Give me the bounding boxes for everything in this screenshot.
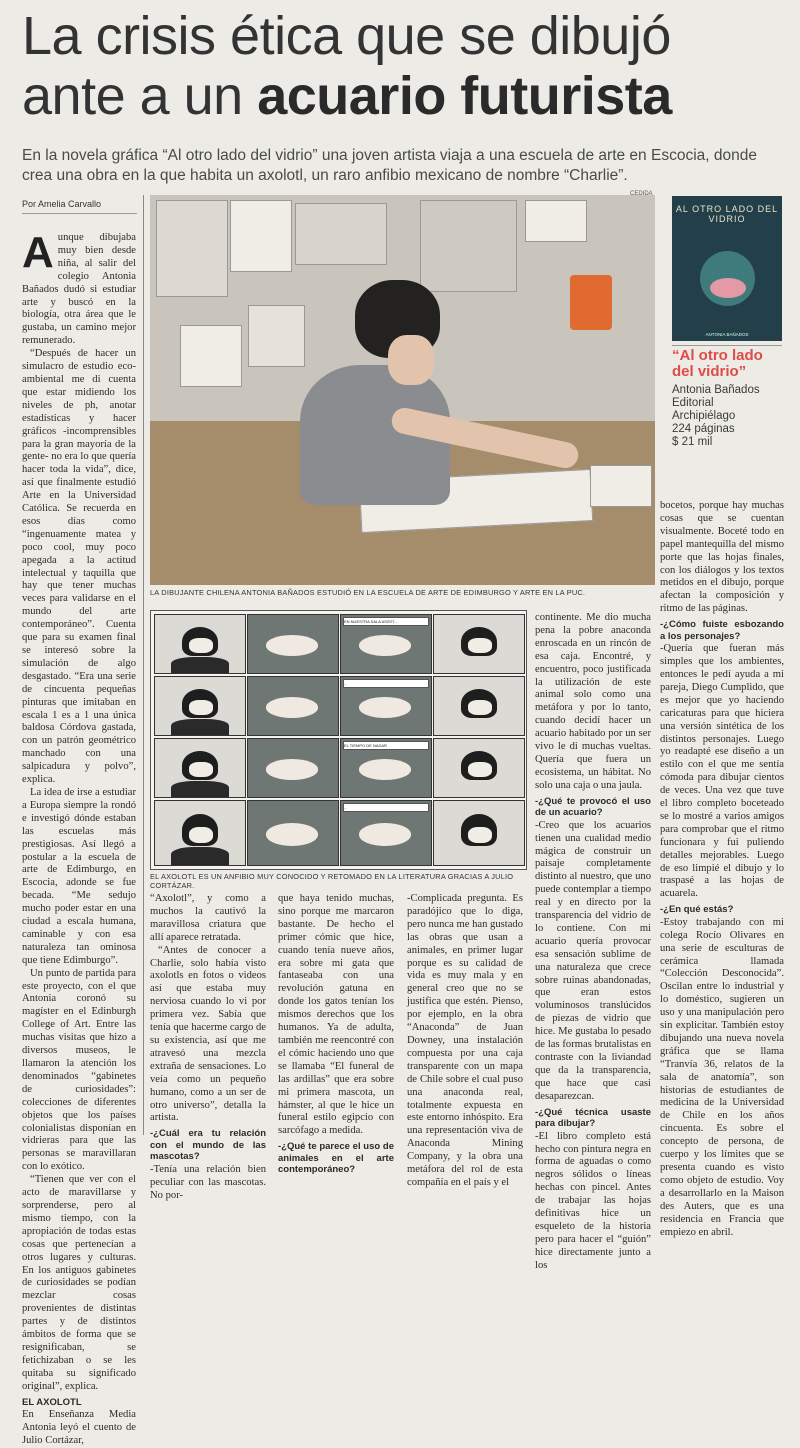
comic-axolotl xyxy=(359,759,411,779)
comic-character-face xyxy=(189,762,212,777)
comic-axolotl xyxy=(266,635,318,655)
photo-caption: LA DIBUJANTE CHILENA ANTONIA BAÑADOS ESTUDIÓ EN LA ESCUELA DE ARTE DE EDIMBURGO Y ARTE EN LA PUC. xyxy=(150,588,586,597)
paragraph: En Enseñanza Media Antonia leyó el cuento de Julio Cortázar, xyxy=(22,1409,136,1446)
paragraph: -Complicada pregunta. Es paradójico que lo diga, pero nunca me han gustado las obras que usan a animales, en primer lugar porque es su calidad de vida es muy mala y en general creo que no se justifica que estén. Pienso, por ejemplo, en la obra “Anaconda” de Juan Downey, una instalación compuesta por una caja transparente con un mapa de Chile sobre el cual puso una anaconda real, totalmente expuesta en este entorno inhóspito. Era una representación viva de Anaconda Mining Company, y la obra una metáfora del rol de esta compañía en el país y el xyxy=(407,893,523,1188)
dropcap: A xyxy=(22,228,54,277)
column-3 xyxy=(278,893,394,1176)
column-3b xyxy=(407,893,523,1188)
comic-caption: EL AXOLOTL ES UN ANFIBIO MUY CONOCIDO Y RETOMADO EN LA LITERATURA GRACIAS A JULIO CORTÁZAR. xyxy=(150,872,514,890)
comic-character-face xyxy=(468,700,491,715)
comic-character-face xyxy=(468,638,491,653)
comic-character-face xyxy=(189,638,212,653)
comic-panel xyxy=(433,800,525,866)
paragraph: -Tenía una relación bien peculiar con las mascotas. No por- xyxy=(150,1163,266,1201)
paragraph: bocetos, porque hay muchas cosas que se cuentan visualmente. Boceté todo en papel mantequilla del mismo porte que las hojas finales, con los diálogos y los textos metidos en el dibujo, porque afectan la composición y ritmo de las páginas. xyxy=(660,500,784,615)
paragraph: “Tienen que ver con el acto de maravillarse y sorprenderse, pero al mismo tiempo, con la apropiación de todas estas cosas que pertenecían a otros lugares y culturas. En los antiguos gabinetes de curiosidades se podían mezclar cosas provenientes de distintas partes y de distintos ámbitos de forma que se resignificaban, se fetichizaban o se les quitaba su significado original”, explica. xyxy=(22,1174,136,1392)
comic-axolotl xyxy=(359,697,411,717)
wall-drawing xyxy=(525,200,587,242)
photo-credit: CEDIDA xyxy=(630,191,653,197)
book-cover-title: AL OTRO LADO DEL VIDRIO xyxy=(675,204,779,224)
comic-panel xyxy=(154,676,246,736)
comic-axolotl xyxy=(266,823,318,845)
comic-panel xyxy=(154,800,246,866)
column-5 xyxy=(660,500,784,1238)
comic-caption-box: ... xyxy=(343,803,429,812)
book-cover xyxy=(672,196,782,341)
headline xyxy=(22,6,792,126)
book-price: $ 21 mil xyxy=(672,436,713,448)
wall-drawing xyxy=(295,203,387,265)
comic-character-body xyxy=(171,719,229,735)
artist-face xyxy=(388,335,434,385)
comic-caption-box: ... xyxy=(343,679,429,688)
comic-panel xyxy=(433,614,525,674)
question: -¿Qué te provocó el uso de un acuario? xyxy=(535,795,651,819)
comic-caption-box: EL TIEMPO DE NADAR xyxy=(343,741,429,750)
comic-panel xyxy=(154,614,246,674)
book-cover-author: ANTONIA BAÑADOS xyxy=(705,332,749,337)
comic-panel xyxy=(433,738,525,798)
comic-axolotl xyxy=(359,823,411,845)
comic-panel xyxy=(247,614,339,674)
comic-strip xyxy=(150,610,527,870)
main-photo xyxy=(150,195,655,585)
comic-caption-box: EN NUESTRA SALA ASISTÍ... xyxy=(343,617,429,626)
headline-line-2-bold: acuario futurista xyxy=(257,66,672,126)
comic-panel xyxy=(340,614,432,674)
comic-character-face xyxy=(189,700,212,715)
paragraph: “Después de hacer un simulacro de estudio eco-ambiental me di cuenta que estar midiendo los niveles de ph, anotar estadísticas y hacer gráficos -incomprensibles para la gran mayoría de la gente- no era lo que quería hacer toda la vida”, dice, así que finalmente estudió Arte en la Universidad Católica. Se recuerda en esos días como “ingenuamente matea y poco cool, muy poco apegada a la actitud intelectual y taquilla que hay que tener muchas veces para validarse en el mundo del arte contemporáneo”. Cuenta que para su examen final se interesó sobre la simulación de algo desgastado. “Era una serie de cincuenta pequeñas pinturas que imitaban en escala 1 es a 1 una única baldosa Córdova gastada, con un patrón geométrico manchado con una salpicadura y polvo”, explica. xyxy=(22,348,136,786)
column-4 xyxy=(535,612,651,1271)
headline-line-2 xyxy=(22,66,792,126)
book-publisher-label: Editorial xyxy=(672,397,714,409)
wall-drawing xyxy=(230,200,292,272)
brush-pot xyxy=(570,275,612,330)
comic-panel xyxy=(247,676,339,736)
paragraph: “Antes de conocer a Charlie, solo había visto axolotls en fotos o videos así que estaba muy nerviosa cuando lo vi por primera vez. Sabía que tenía que hacerme cargo de su existencia, así que me atravesó una mezcla extraña de sensaciones. Lo veía como un pequeño humano, como a un ser de otro universo”, detalla la artista. xyxy=(150,944,266,1124)
book-publisher: Archipiélago xyxy=(672,410,736,422)
question: -¿Cuál era tu relación con el mundo de las mascotas? xyxy=(150,1128,266,1163)
section-heading: EL AXOLOTL xyxy=(22,1396,82,1408)
question: -¿Qué te parece el uso de animales en el arte contemporáneo? xyxy=(278,1141,394,1176)
comic-panel xyxy=(340,738,432,798)
paragraph: La idea de irse a estudiar a Europa siempre la rondó e investigó dónde estaban las escuelas más prestigiosas. Así llegó a postular a la escuela de arte de Edimburgo, en Escocia, adonde se fue becada. “Me sedujo mucho poder estar en una ciudad a escala humana, caminable y con esa naturaleza tan ominosa que tiene Edimburgo”. xyxy=(22,786,136,966)
comic-panel xyxy=(433,676,525,736)
question: -¿Cómo fuiste esbozando a los personajes? xyxy=(660,619,784,642)
book-title: “Al otro lado del vidrio” xyxy=(672,347,763,380)
comic-character-body xyxy=(171,781,229,797)
paragraph: -El libro completo está hecho con pintura negra en forma de aguadas o como negros sólidos o líneas hechas con pincel. Antes de trabajar las hojas definitivas hice un esqueleto de la historia pero para hacer el “guión” hice directamente junto a los xyxy=(535,1130,651,1271)
deck: En la novela gráfica “Al otro lado del vidrio” una joven artista viaja a una escuela de arte en Escocia, donde crea una obra en la que habita un axolotl, un raro anfibio mexicano de nombre “Charlie”. xyxy=(22,147,757,184)
headline-line-1: La crisis ética que se dibujó xyxy=(22,6,671,66)
byline: Por Amelia Carvallo xyxy=(22,199,137,214)
column-2 xyxy=(150,893,266,1201)
comic-character-body xyxy=(171,657,229,673)
comic-panel xyxy=(154,738,246,798)
column-1 xyxy=(22,228,136,1446)
comic-character-face xyxy=(468,762,491,777)
paragraph: “Axolotl”, y como a muchos la cautivó la maravillosa criatura que allí aparece retratada. xyxy=(150,893,266,943)
comic-axolotl xyxy=(266,759,318,779)
book-info xyxy=(672,345,782,449)
paragraph: continente. Me dio mucha pena la pobre anaconda enroscada en un rincón de esa caja. Encontré, y encuentro, poco justificada la utilización de este animal solo como una metáfora y por lo tanto, cuando decidí hacer un acuario habitado por un ser vivo le di muchas vueltas. Quería que fuera un ecosistema, un hábitat. No solo una caja o una jaula. xyxy=(535,612,651,791)
paragraph: -Creo que los acuarios tienen una cualidad medio mágica de construir un paisaje completamente distinto al nuestro, que uno puede contemplar a tiempo real y en directo por la transparencia del vidrio de lo contiene. Con mi acuario quería provocar esa sensación sublime de una naturaleza que crece sobre ruinas abandonadas, que eran estos voluminosos translúcidos de piezas de vidrio que hice. Me gustaba lo pesado de las formas brutalistas en contraste con la liviandad que da la transparencia, que hace que casi desaparezcan. xyxy=(535,819,651,1102)
wall-drawing xyxy=(248,305,305,367)
wall-drawing xyxy=(156,200,228,297)
wall-drawing xyxy=(420,200,517,292)
comic-axolotl xyxy=(359,635,411,655)
comic-character-body xyxy=(171,847,229,865)
comic-panel xyxy=(247,738,339,798)
paragraph: que haya tenido muchas, sino porque me marcaron bastante. De hecho el primer cómic que hice, cuando tenía nueve años, era sobre mi gata que fantaseaba con una revolución gatuna en donde los gatos tenían los mismos derechos que los humanos. Ya de adulta, también me reencontré con el cómic haciendo uno que se llamaba “El funeral de las ardillas” que era sobre mi primera mascota, un hámster, al que le hice un funeral estilo egipcio con sarcófago a medida. xyxy=(278,893,394,1137)
comic-panel xyxy=(247,800,339,866)
comic-panel xyxy=(340,676,432,736)
headline-line-2-light: ante a un xyxy=(22,66,258,126)
wall-drawing xyxy=(180,325,242,387)
comic-character-face xyxy=(189,827,212,844)
paragraph: Un punto de partida para este proyecto, con el que Antonia coronó su magíster en el Edinburgh College of Art. Entre las muchas visitas que hizo a diversos museos, le llamaron la atención los denominados “gabinetes de curiosidades”: colecciones de diferentes objetos que los países colonialistas disponían en vidrieras para que las personas se maravillaran con lo exótico. xyxy=(22,967,136,1173)
desk-paper xyxy=(590,465,652,507)
paragraph: -Estoy trabajando con mi colega Rocío Olivares en una serie de esculturas de cerámica llamada “Colección Desconocida”. Oscilan entre lo industrial y lo doméstico, sugieren un uso y una manipulación pero sin explicitar. También estoy dibujando una nueva novela gráfica que se llama “Tranvía 36, relatos de la sala de anatomía”, son historias de estudiantes de medicina de la Universidad de Chile en los años cincuenta. Es sobre el concepto de persona, de cuerpo y los límites que se presenta cuando es visto como objeto de estudio. Voy a desarrollarlo en la Maison des Auters, que es una residencia en Francia que empiezo en abril. xyxy=(660,916,784,1238)
book-author: Antonia Bañados xyxy=(672,384,760,396)
paragraph: -Quería que fueran más simples que los ambientes, entonces le pedí ayuda a mi pareja, Diego Cumplido, que es mejor que yo haciendo caricaturas para que hiciera una versión sintética de los distintos personajes. Luego yo readapté ese diseño a un estilo con el que me sentía cómoda para dibujar cientos de veces. Una vez que tuve el libro completo boceteado se lo mostré a varios amigos para comprobar que el ritmo funcionara y fui puliendo detalles mejorables. Luego de eso limpié el dibujo y lo traspasé a las hojas de acuarela. xyxy=(660,643,784,900)
question: -¿En qué estás? xyxy=(660,904,734,916)
comic-character-face xyxy=(468,827,491,844)
comic-panel xyxy=(340,800,432,866)
paragraph: unque dibujaba muy bien desde niña, al salir del colegio Antonia Bañados dudó si estudiar arte y buscó en la biología, otra área que le gustaba, un camino mejor remunerado. xyxy=(22,232,136,347)
column-rule xyxy=(143,195,144,1135)
question: -¿Qué técnica usaste para dibujar? xyxy=(535,1106,651,1130)
book-cover-axolotl xyxy=(710,278,746,298)
book-pages: 224 páginas xyxy=(672,423,735,435)
comic-axolotl xyxy=(266,697,318,717)
